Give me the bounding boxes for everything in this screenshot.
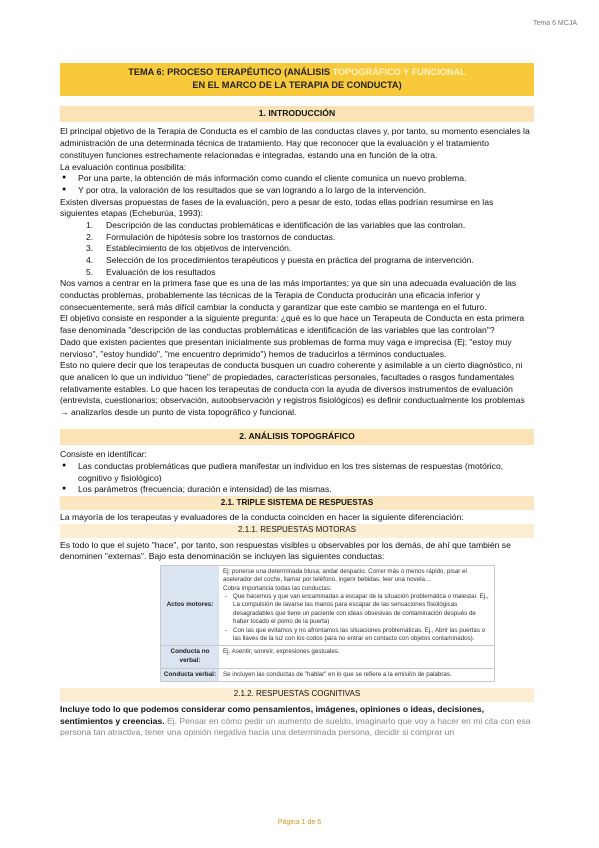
list-item: ● Por una parte, la obtención de más información como cuando el cliente comunica un nuevo problema.: [60, 173, 534, 185]
paragraph: La evaluación continua posibilita:: [60, 161, 187, 172]
document-title: [60, 63, 534, 96]
numbered-list: [60, 220, 534, 278]
list-item: 3. Establecimiento de los objetivos de intervención.: [86, 243, 292, 254]
list-item: 2. Formulación de hipótesis sobre los trastornos de conductas.: [86, 231, 336, 242]
subsubsection-heading: 2.1.2. RESPUESTAS COGNITIVAS: [60, 688, 534, 702]
list-item: ● Y por otra, la valoración de los resultados que se van logrando a lo largo de la intervención.: [60, 185, 534, 197]
page-content: [60, 63, 534, 739]
bullet-list: [60, 461, 534, 496]
paragraph: El principal objetivo de la Terapia de Conducta es el cambio de las conductas claves y, por tanto, su momento esenciales la administración de una determinada técnica de tratamiento. Hay que reconocer que la evaluación y el tratamiento constituyen funciones estrechamente relacionadas e integradas, estando una en función de la otra.: [60, 126, 530, 160]
paragraph: Consiste en identificar:: [60, 449, 147, 460]
subsection-heading: 2.1. TRIPLE SISTEMA DE RESPUESTAS: [60, 496, 534, 510]
title-line2: EN EL MARCO DE LA TERAPIA DE CONDUCTA): [192, 79, 402, 90]
table-row-label: Conducta no verbal:: [161, 646, 219, 667]
list-item: 4. Selección de los procedimientos terapéuticos y puesta en práctica del programa de intervención.: [86, 255, 474, 265]
list-item: 5. Evaluación de los resultados: [86, 266, 216, 277]
table-row: [161, 566, 494, 645]
paragraph: El objetivo consiste en responder a la siguiente pregunta: ¿qué es lo que hace un Terapeuta de Conducta en esta primera fase denominada "descripción de las conductas problemáticas e identificación de las variables que las controlan"?: [60, 313, 525, 336]
table-dash-item: - Que hacemos y que van encaminadas a escapar de la situación problemática o malestar. Ej., La compulsión de lavarse las manos para escapar de las sensaciones fisiológicas desagradables que tiene un paciente con ideas obsesivas de contaminación después de haber tocado el pomo de la puerta): [223, 593, 490, 626]
section-heading-intro: 1. INTRODUCCIÓN: [60, 106, 534, 123]
table-row-label: Conducta verbal:: [161, 669, 219, 682]
subsubsection-heading: 2.1.1. RESPUESTAS MOTORAS: [60, 524, 534, 538]
paragraph: La mayoría de los terapeutas y evaluadores de la conducta coinciden en hacer la siguiente diferenciación:: [60, 512, 464, 523]
paragraph: Es todo lo que el sujeto "hace", por tanto, son respuestas visibles u observables por los demás, de ahí que también se denominen "externas". Bajo esta denominación se incluyen las siguientes conductas:: [60, 539, 511, 562]
table-row: [161, 668, 494, 682]
table-line: Ej: ponerse una determinada blusa; andar despacio. Correr más o menos rápido, pisar el acelerador del coche, llamar por teléfono, ingerir bebidas, leer una novela…: [223, 568, 467, 584]
section-heading-topographic: 2. ANÁLISIS TOPOGRÁFICO: [60, 429, 534, 446]
paragraph: Nos vamos a centrar en la primera fase que es una de las más importantes; ya que sin una adecuada evaluación de las conductas problemas, probablemente las técnicas de la Terapia de Conducta producirán una eficacia inferior y consecuentemente, será más difícil cambiar la conducta y garantizar que este cambio se mantenga en el futuro.: [60, 278, 517, 312]
paragraph: Dado que existen pacientes que presentan inicialmente sus problemas de forma muy vaga e imprecisa (Ej: "estoy muy nervioso", "estoy hundido", "me encuentro deprimido") hemos de traducirlos a términos conductuales.: [60, 336, 512, 359]
table-dash-item: - Con las que evitamos y no afrontamos las situaciones problemáticas. Ej., Abrir las puertas o las llaves de la luz con los codos para no entrar en contacto con objetos contaminados).: [223, 627, 490, 644]
list-item: 1. Descripción de las conductas problemáticas e identificación de las variables que las controlan.: [86, 219, 466, 230]
table-line: Cobra importancia todas las conductas:: [223, 584, 332, 592]
table-row-body: [219, 566, 494, 645]
list-item: ● Los parámetros (frecuencia; duración e intensidad) de las mismas.: [60, 484, 534, 496]
table-row-body: Ej. Asentir, sonreír, expresiones gestuales.: [223, 648, 340, 656]
table-row: [161, 645, 494, 667]
bullet-list: [60, 173, 534, 196]
list-item: ● Las conductas problemáticas que pudiera manifestar un individuo en los tres sistemas de respuestas (motórico, cognitivo y fisiológico): [60, 461, 534, 484]
table-row-body: Se incluyen las conductas de "hablar" en lo que se refiere a la emisión de palabras.: [223, 670, 452, 678]
title-line1: TEMA 6: PROCESO TERAPÉUTICO (ANÁLISIS TOPOGRÁFICO Y FUNCIONAL: [128, 67, 466, 77]
paragraph: Esto no quiere decir que los terapeutas de conducta busquen un cuadro coherente y asimilable a un cierto diagnóstico, ni que analicen lo que un individuo "tiene" de propiedades, características personales, facultades o rasgos fundamentales relativamente estables. Lo que hacen los terapeutas de conducta con la ayuda de diversos instrumentos de evaluación (entrevista, cuestionarios; observación, autoobservación y registros fisiológicos) es definir conductualmente los problemas → analizarlos desde un punto de vista topográfico y funcional.: [60, 360, 525, 417]
table-row-label: Actos motores:: [161, 566, 219, 645]
header-tag: Tema 6 MCJA: [533, 20, 577, 27]
paragraph: Existen diversas propuestas de fases de la evaluación, pero a pesar de esto, todas ellas podrían resumirse en las siguientes etapas (Echeburúa, 1993):: [60, 196, 494, 219]
paragraph: Incluye todo lo que podemos considerar como pensamientos, imágenes, opiniones o ideas, decisiones, sentimientos y creencias. Ej. Pensar en cómo pedir un aumento de sueldo, imaginarlo que voy a hacer en mi cita con esa persona tan atractiva, tener una opinión negativa hacia una determinada persona, decidir si comprar un: [60, 704, 531, 738]
response-table: [160, 565, 495, 682]
title-highlight: TOPOGRÁFICO Y FUNCIONAL: [332, 67, 466, 77]
page-number: Página 1 de 6: [277, 819, 322, 827]
